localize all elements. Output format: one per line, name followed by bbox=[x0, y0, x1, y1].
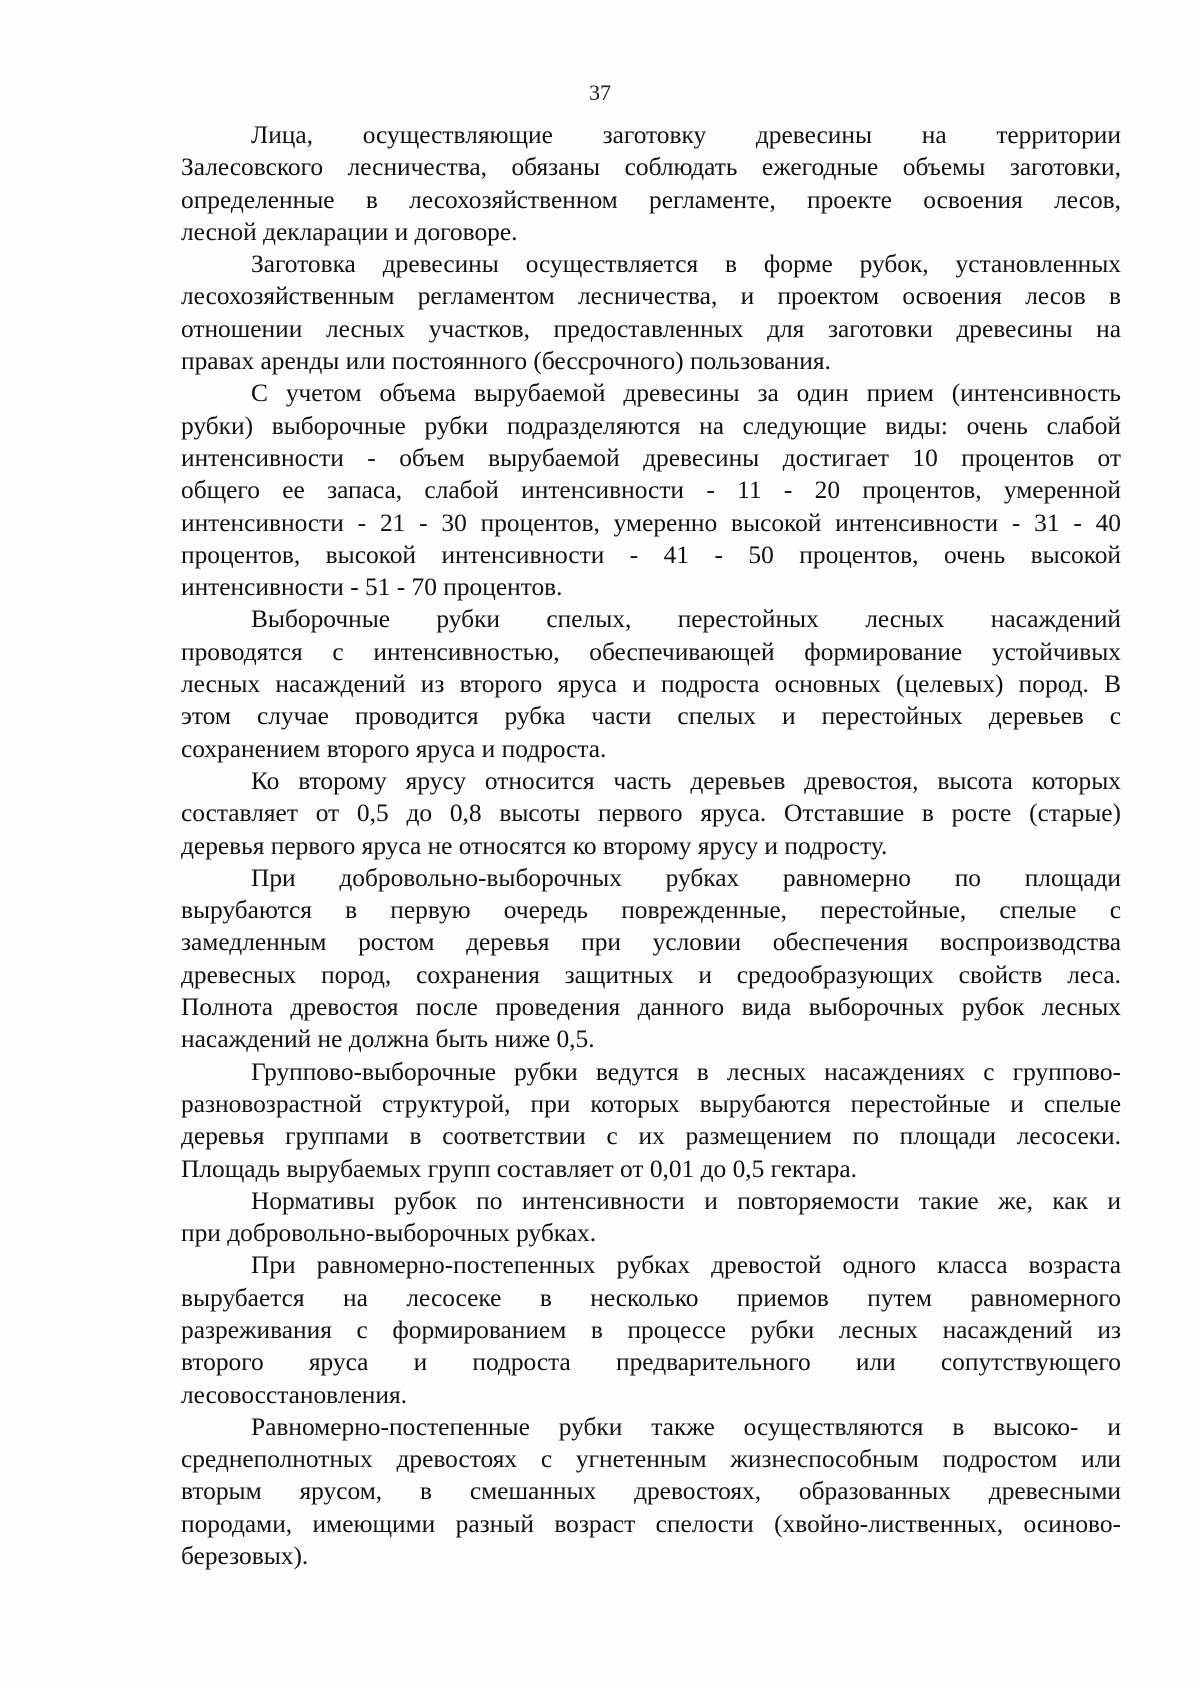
paragraph bbox=[181, 1411, 1121, 1572]
paragraph bbox=[181, 119, 1121, 248]
text-line: лесных насаждений из второго яруса и подроста основных (целевых) пород. В bbox=[181, 670, 1121, 699]
text-line: интенсивности - объем вырубаемой древесины достигает 10 процентов от bbox=[181, 443, 1121, 472]
text-line: разреживания с формированием в процессе рубки лесных насаждений из bbox=[181, 1315, 1121, 1344]
text-line: разновозрастной структурой, при которых вырубаются перестойные и спелые bbox=[181, 1089, 1121, 1118]
text-line: интенсивности - 21 - 30 процентов, умеренно высокой интенсивности - 31 - 40 bbox=[181, 508, 1121, 537]
text-line: насаждений не должна быть ниже 0,5. bbox=[181, 1025, 595, 1054]
text-line: определенные в лесохозяйственном регламенте, проекте освоения лесов, bbox=[181, 185, 1121, 214]
text-line: интенсивности - 51 - 70 процентов. bbox=[181, 573, 563, 602]
text-line: Равномерно-постепенные рубки также осуществляются в высоко- и bbox=[251, 1412, 1121, 1441]
text-line: деревья первого яруса не относятся ко второму ярусу и подросту. bbox=[181, 831, 888, 860]
paragraph bbox=[181, 1249, 1121, 1410]
text-line: Группово-выборочные рубки ведутся в лесных насаждениях с группово- bbox=[251, 1057, 1121, 1086]
page-number: 37 bbox=[589, 80, 611, 105]
text-line: Ко второму ярусу относится часть деревьев древостоя, высота которых bbox=[251, 766, 1121, 795]
paragraph bbox=[181, 603, 1121, 764]
paragraph bbox=[181, 377, 1121, 603]
text-line: породами, имеющими разный возраст спелости (хвойно-лиственных, осиново- bbox=[181, 1509, 1121, 1538]
text-line: лесохозяйственным регламентом лесничества, и проектом освоения лесов в bbox=[181, 282, 1121, 311]
paragraph bbox=[181, 862, 1121, 1056]
text-line: отношении лесных участков, предоставленных для заготовки древесины на bbox=[181, 314, 1121, 343]
text-line: правах аренды или постоянного (бессрочного) пользования. bbox=[181, 347, 831, 376]
text-line: вторым ярусом, в смешанных древостоях, образованных древесными bbox=[181, 1477, 1121, 1506]
text-line: второго яруса и подроста предварительного или сопутствующего bbox=[181, 1348, 1121, 1377]
text-line: сохранением второго яруса и подроста. bbox=[181, 734, 607, 763]
text-line: рубки) выборочные рубки подразделяются на следующие виды: очень слабой bbox=[181, 411, 1121, 440]
text-line: С учетом объема вырубаемой древесины за один прием (интенсивность bbox=[251, 379, 1121, 408]
text-line: составляет от 0,5 до 0,8 высоты первого яруса. Отставшие в росте (старые) bbox=[181, 799, 1121, 828]
text-line: лесовосстановления. bbox=[181, 1380, 407, 1409]
text-line: среднеполнотных древостоях с угнетенным жизнеспособным подростом или bbox=[181, 1445, 1121, 1474]
document-body bbox=[181, 119, 1121, 1572]
text-line: Выборочные рубки спелых, перестойных лесных насаждений bbox=[251, 605, 1121, 634]
paragraph bbox=[181, 1056, 1121, 1185]
text-line: процентов, высокой интенсивности - 41 - 50 процентов, очень высокой bbox=[181, 540, 1121, 569]
text-line: Лица, осуществляющие заготовку древесины на территории bbox=[251, 121, 1121, 149]
text-line: лесной декларации и договоре. bbox=[181, 217, 518, 246]
text-line: При добровольно-выборочных рубках равномерно по площади bbox=[251, 863, 1121, 892]
text-line: при добровольно-выборочных рубках. bbox=[181, 1219, 597, 1248]
text-line: Площадь вырубаемых групп составляет от 0,01 до 0,5 гектара. bbox=[181, 1154, 857, 1183]
text-line: березовых). bbox=[181, 1542, 309, 1571]
text-line: вырубаются в первую очередь поврежденные, перестойные, спелые с bbox=[181, 896, 1121, 925]
text-line: замедленным ростом деревья при условии обеспечения воспроизводства bbox=[181, 928, 1121, 957]
text-line: общего ее запаса, слабой интенсивности - 11 - 20 процентов, умеренной bbox=[181, 476, 1121, 505]
paragraph bbox=[181, 248, 1121, 377]
text-line: При равномерно-постепенных рубках древостой одного класса возраста bbox=[251, 1251, 1121, 1280]
text-line: Нормативы рубок по интенсивности и повторяемости такие же, как и bbox=[251, 1186, 1121, 1215]
text-line: проводятся с интенсивностью, обеспечивающей формирование устойчивых bbox=[181, 637, 1121, 666]
text-line: Залесовского лесничества, обязаны соблюдать ежегодные объемы заготовки, bbox=[181, 153, 1121, 182]
paragraph bbox=[181, 1185, 1121, 1250]
text-line: Полнота древостоя после проведения данного вида выборочных рубок лесных bbox=[181, 993, 1121, 1022]
text-line: древесных пород, сохранения защитных и средообразующих свойств леса. bbox=[181, 960, 1121, 989]
text-line: этом случае проводится рубка части спелых и перестойных деревьев с bbox=[181, 702, 1121, 731]
text-line: Заготовка древесины осуществляется в форме рубок, установленных bbox=[251, 250, 1121, 279]
paragraph bbox=[181, 765, 1121, 862]
text-line: деревья группами в соответствии с их размещением по площади лесосеки. bbox=[181, 1122, 1121, 1151]
text-line: вырубается на лесосеке в несколько приемов путем равномерного bbox=[181, 1283, 1121, 1312]
